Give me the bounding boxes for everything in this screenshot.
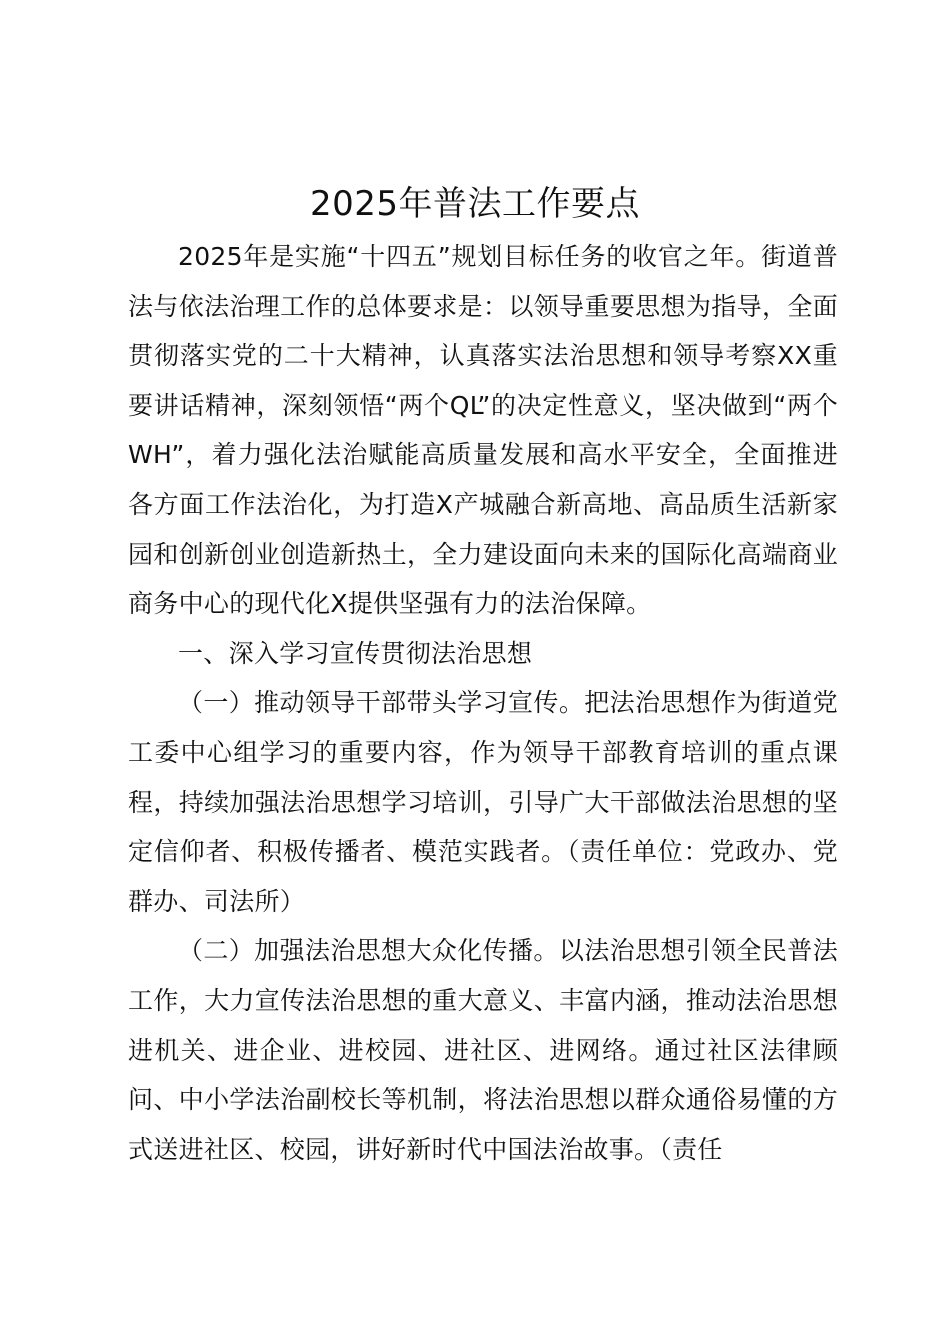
subsection-paragraph-1: （一）推动领导干部带头学习宣传。把法治思想作为街道党工委中心组学习的重要内容，作为领导干部教育培训的重点课程，持续加强法治思想学习培训，引导广大干部做法治思想的坚定信仰者、积极传播者、模范实践者。（责任单位：党政办、党群办、司法所）	[128, 688, 838, 916]
document-title: 2025年普法工作要点	[309, 184, 641, 224]
document-body	[128, 232, 838, 1174]
section-heading-1: 一、深入学习宣传贯彻法治思想	[178, 638, 533, 668]
intro-paragraph: 2025年是实施“十四五”规划目标任务的收官之年。街道普法与依法治理工作的总体要求是：以领导重要思想为指导，全面贯彻落实党的二十大精神，认真落实法治思想和领导考察XX重要讲话精神，深刻领悟“两个QL”的决定性意义，坚决做到“两个WH”，着力强化法治赋能高质量发展和高水平安全，全面推进各方面工作法治化，为打造X产城融合新高地、高品质生活新家园和创新创业创造新热土，全力建设面向未来的国际化高端商业商务中心的现代化X提供坚强有力的法治保障。	[128, 242, 838, 619]
subsection-paragraph-2: （二）加强法治思想大众化传播。以法治思想引领全民普法工作，大力宣传法治思想的重大意义、丰富内涵，推动法治思想进机关、进企业、进校园、进社区、进网络。通过社区法律顾问、中小学法治副校长等机制，将法治思想以群众通俗易懂的方式送进社区、校园，讲好新时代中国法治故事。（责任	[128, 936, 838, 1164]
